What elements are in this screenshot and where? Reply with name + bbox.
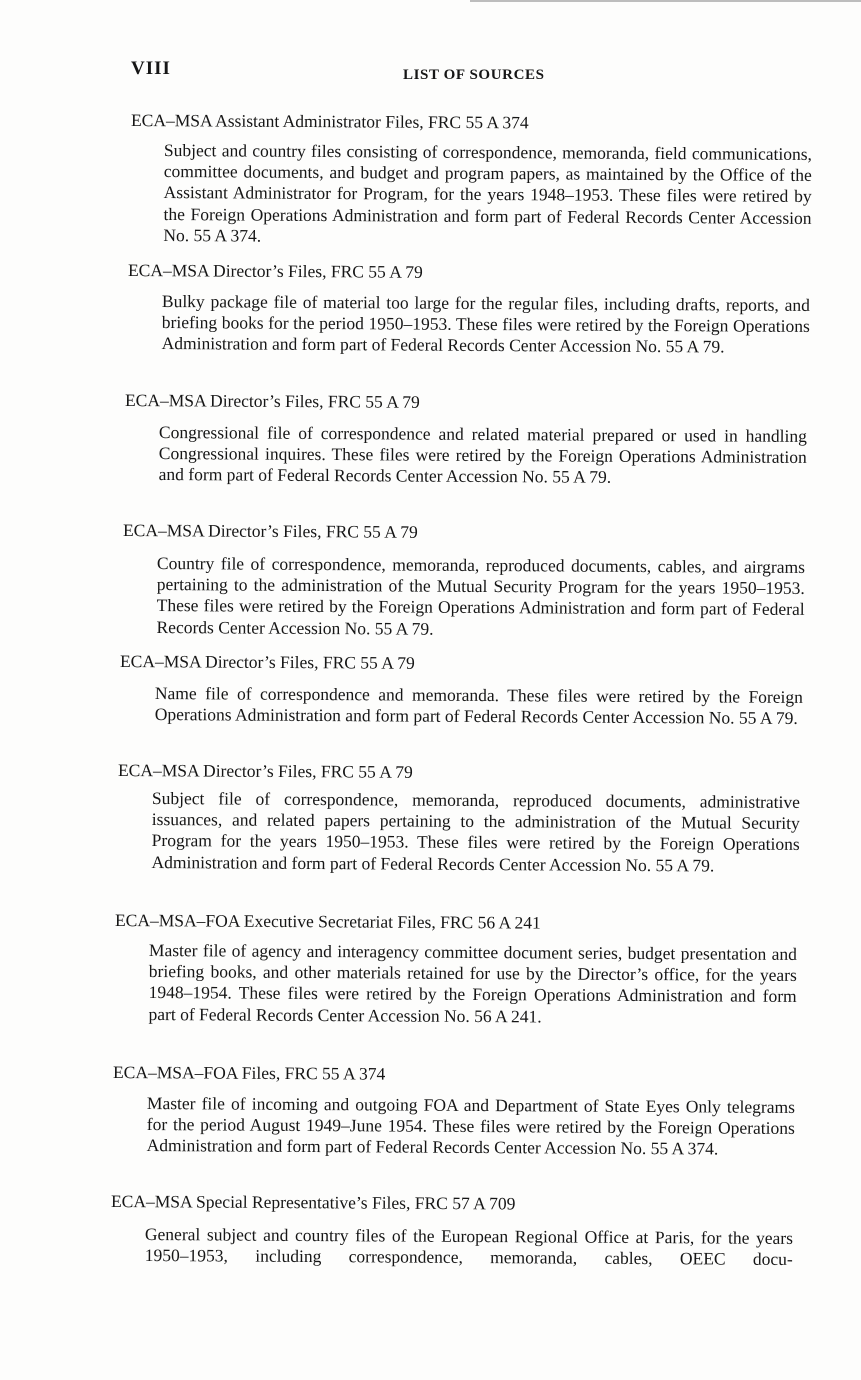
entry-body: Congressional file of correspondence and related material prepared or used in handling Congressional inquires. These files were retired by the Foreign Operations Administration and form part of Federal Records Center Accession No. 55 A 79.: [158, 422, 807, 488]
entry-title: ECA–MSA Director’s Files, FRC 55 A 79: [124, 390, 420, 412]
page-number: VIII: [131, 58, 171, 79]
entry-title: ECA–MSA Director’s Files, FRC 55 A 79: [119, 651, 415, 673]
entry-body: Subject file of correspondence, memoranda, reproduced documents, administrative issuances, and related papers pertaining to the administration of the Mutual Security Program for the years 1950–1953. These files were retired by the Foreign Operations Administration and form part of Federal Records Center Accession No. 55 A 79.: [151, 788, 800, 876]
entry-body: Country file of correspondence, memoranda, reproduced documents, cables, and airgrams pertaining to the administration of the Mutual Security Program for the years 1950–1953. These files were retired by the Foreign Operations Administration and form part of Federal Records Center Accession No. 55 A 79.: [156, 553, 805, 639]
entry-body: Bulky package file of material too large for the regular files, including drafts, reports, and briefing books for the period 1950–1953. These files were retired by the Foreign Operations Administration and form part of Federal Records Center Accession No. 55 A 79.: [161, 291, 810, 357]
entry-body: Subject and country files consisting of correspondence, memoranda, field communications, committee documents, and budget and program papers, as maintained by the Office of the Assistant Administrator for Program, for the years 1948–1953. These files were retired by the Foreign Operations Administration and form part of Federal Records Center Accession No. 55 A 374.: [163, 140, 812, 246]
entry-body: Master file of incoming and outgoing FOA and Department of State Eyes Only telegrams for the period August 1949–June 1954. These files were retired by the Foreign Operations Administration and form part of Federal Records Center Accession No. 55 A 374.: [146, 1093, 795, 1159]
entry-title: ECA–MSA–FOA Files, FRC 55 A 374: [112, 1062, 386, 1084]
entry-title: ECA–MSA Assistant Administrator Files, FRC 55 A 374: [130, 110, 529, 133]
entry-title: ECA–MSA Special Representative’s Files, FRC 57 A 709: [110, 1191, 516, 1214]
entry-title: ECA–MSA Director’s Files, FRC 55 A 79: [122, 520, 418, 542]
entry-body: General subject and country files of the European Regional Office at Paris, for the years 1950–1953, including correspondence, memoranda, cables, OEEC docu-: [144, 1224, 793, 1270]
scan-edge-rule: [470, 0, 861, 2]
entry-body: Name file of correspondence and memoranda. These files were retired by the Foreign Operations Administration and form part of Federal Records Center Accession No. 55 A 79.: [154, 683, 803, 729]
entry-title: ECA–MSA Director’s Files, FRC 55 A 79: [127, 260, 423, 282]
running-head: LIST OF SOURCES: [403, 67, 545, 83]
entry-title: ECA–MSA Director’s Files, FRC 55 A 79: [117, 760, 413, 782]
entry-title: ECA–MSA–FOA Executive Secretariat Files, FRC 56 A 241: [114, 910, 541, 933]
entry-body: Master file of agency and interagency committee document series, budget presentation and briefing books, and other materials retained for use by the Director’s office, for the years 1948–1954. These files were retired by the Foreign Operations Administration and form part of Federal Records Center Accession No. 56 A 241.: [148, 940, 797, 1027]
